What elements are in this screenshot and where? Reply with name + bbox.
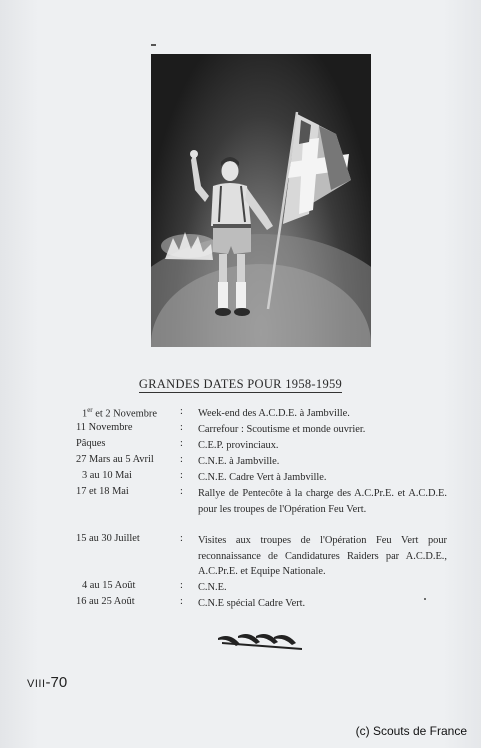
schedule-event: Week-end des A.C.D.E. à Jambville. [198, 408, 350, 419]
schedule-event: C.N.E. à Jambville. [198, 456, 280, 467]
schedule-event: Rallye de Pentecôte à la charge des A.C.Pr.E. et A.C.D.E. pour les troupes de l'Opération Feu Vert. [198, 488, 447, 515]
ink-speck [151, 44, 156, 46]
schedule-event: Carrefour : Scoutisme et monde ouvrier. [198, 424, 366, 435]
schedule-date: 27 Mars au 5 Avril [76, 454, 154, 465]
schedule-date: 17 et 18 Mai [76, 486, 129, 497]
schedule-colon: : [180, 533, 183, 544]
schedule-date: Pâques [76, 438, 106, 449]
schedule-colon: : [180, 470, 183, 481]
schedule-event: C.E.P. provinciaux. [198, 440, 279, 451]
schedule-colon: : [180, 486, 183, 497]
folio-number: 70 [50, 674, 68, 691]
page-title [0, 377, 481, 392]
scout-flag-photo [151, 54, 371, 347]
folio-dash: - [45, 674, 51, 691]
schedule-date: 16 au 25 Août [76, 596, 135, 607]
copyright-credit: (c) Scouts de France [355, 724, 467, 738]
schedule-date: 11 Novembre [76, 422, 133, 433]
schedule-colon: : [180, 422, 183, 433]
schedule-colon: : [180, 454, 183, 465]
schedule-date: 3 au 10 Mai [82, 470, 132, 481]
schedule-event: Visites aux troupes de l'Opération Feu Vert pour reconnaissance de Candidatures Raiders par A.C.D.E., A.C.Pr.E. et Equipe Nationale. [198, 535, 447, 577]
schedule-colon: : [180, 580, 183, 591]
schedule-event: C.N.E. Cadre Vert à Jambville. [198, 472, 327, 483]
schedule-date: 15 au 30 Juillet [76, 533, 140, 544]
photo-illustration [151, 54, 371, 347]
schedule-colon: : [180, 438, 183, 449]
title-text: GRANDES DATES POUR 1958-1959 [138, 377, 343, 391]
schedule-event: C.N.E spécial Cadre Vert. [198, 598, 306, 609]
schedule-colon: : [180, 406, 183, 417]
ink-dot [424, 598, 426, 600]
schedule-colon: : [180, 596, 183, 607]
ornament-divider [216, 628, 306, 652]
schedule-event: C.N.E. [198, 582, 227, 593]
schedule-date: 4 au 15 Août [82, 580, 136, 591]
campfire [161, 232, 217, 260]
folio-roman: VIII [27, 678, 46, 690]
schedule-date: 1er et 2 Novembre [82, 406, 157, 420]
page-number [27, 674, 67, 691]
